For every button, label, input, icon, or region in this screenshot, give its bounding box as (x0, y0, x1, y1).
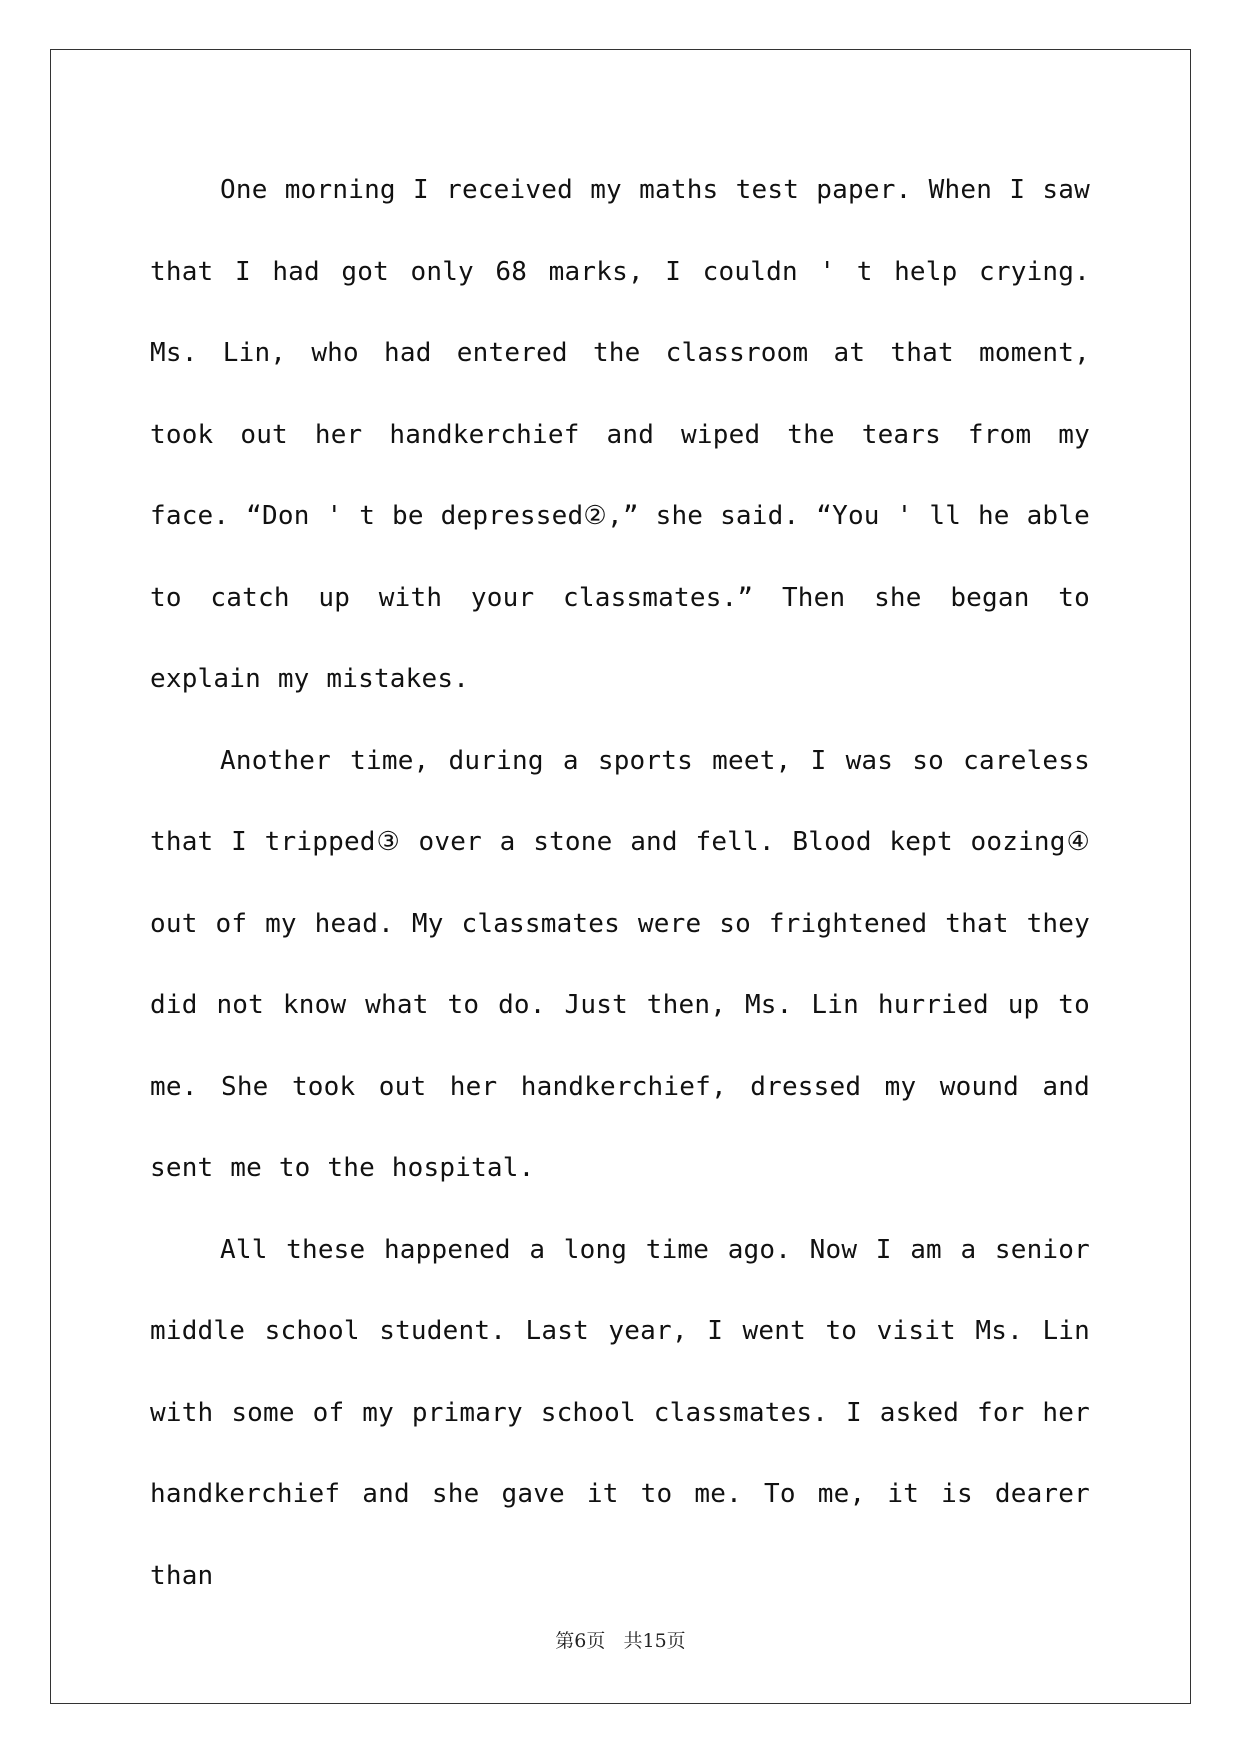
paragraph-3: All these happened a long time ago. Now I am a senior middle school student. Last year, I went to visit Ms. Lin with some of my primary school classmates. I asked for her handkerchief and she gave it to me. To me, it is dearer than (150, 1234, 1090, 1591)
page-number-footer: 第6页 共15页 (555, 1630, 686, 1652)
paragraph-2: Another time, during a sports meet, I was so careless that I tripped③ over a stone and fell. Blood kept oozing④ out of my head. My classmates were so frightened that they did not know what to do. Just then, Ms. Lin hurried up to me. She took out her handkerchief, dressed my wound and sent me to the hospital. (150, 745, 1090, 1183)
paragraph-1: One morning I received my maths test paper. When I saw that I had got only 68 marks, I couldn ' t help crying. Ms. Lin, who had entered the classroom at that moment, took out her handkerchief and wiped the tears from my face. “Don ' t be depressed②,” she said. “You ' ll he able to catch up with your classmates.” Then she began to explain my mistakes. (150, 175, 1090, 694)
document-body (150, 150, 1090, 1617)
